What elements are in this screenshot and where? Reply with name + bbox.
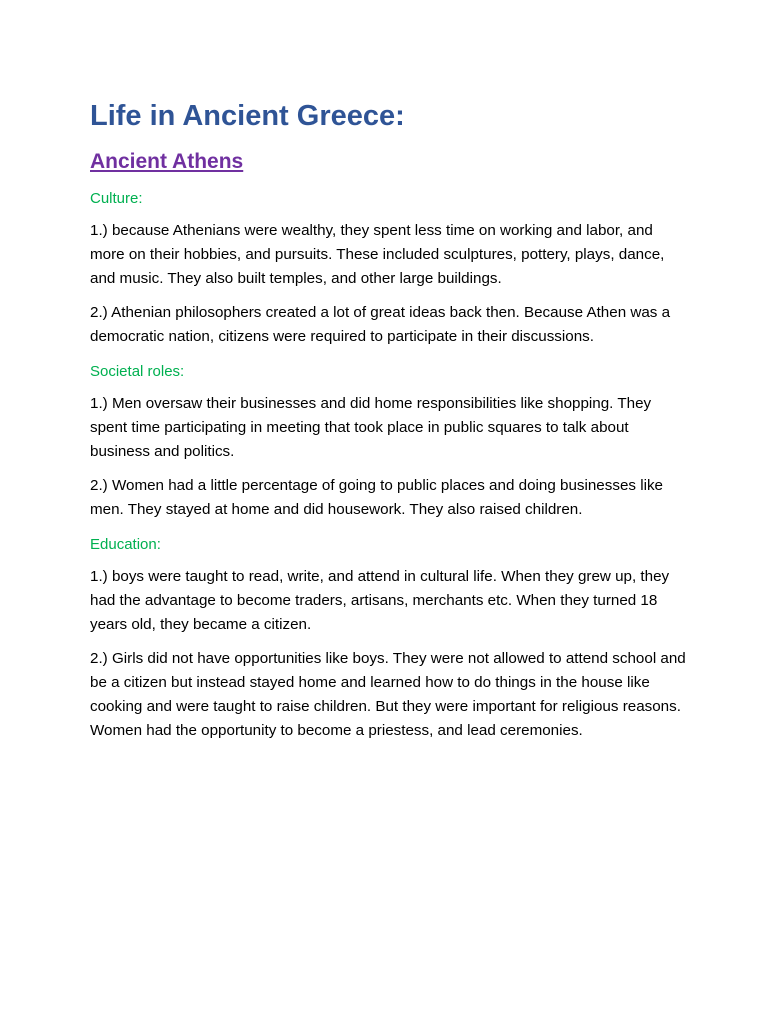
section-societal-roles [90, 362, 688, 522]
page-title: Life in Ancient Greece: [90, 100, 405, 132]
section-heading: Societal roles: [90, 363, 185, 380]
section-heading: Education: [90, 536, 161, 553]
paragraph: 1.) boys were taught to read, write, and attend in cultural life. When they grew up, they had the advantage to become traders, artisans, merchants etc. When they turned 18 years old, they became a citizen. [90, 568, 670, 633]
section-education [90, 535, 688, 743]
section-heading: Culture: [90, 190, 143, 207]
paragraph: 2.) Girls did not have opportunities like boys. They were not allowed to attend school and be a citizen but instead stayed home and learned how to do things in the house like cooking and were taught to raise children. But they were important for religious reasons. Women had the opportunity to become a priestess, and lead ceremonies. [90, 650, 686, 739]
paragraph: 1.) because Athenians were wealthy, they spent less time on working and labor, and more on their hobbies, and pursuits. These included sculptures, pottery, plays, dance, and music. They also built temples, and other large buildings. [90, 222, 665, 287]
paragraph: 2.) Women had a little percentage of going to public places and doing businesses like men. They stayed at home and did housework. They also raised children. [90, 477, 663, 518]
page-subtitle: Ancient Athens [90, 150, 244, 173]
paragraph: 2.) Athenian philosophers created a lot of great ideas back then. Because Athen was a democratic nation, citizens were required to participate in their discussions. [90, 304, 671, 345]
section-culture [90, 189, 688, 349]
paragraph: 1.) Men oversaw their businesses and did home responsibilities like shopping. They spent time participating in meeting that took place in public squares to talk about business and politics. [90, 395, 652, 460]
